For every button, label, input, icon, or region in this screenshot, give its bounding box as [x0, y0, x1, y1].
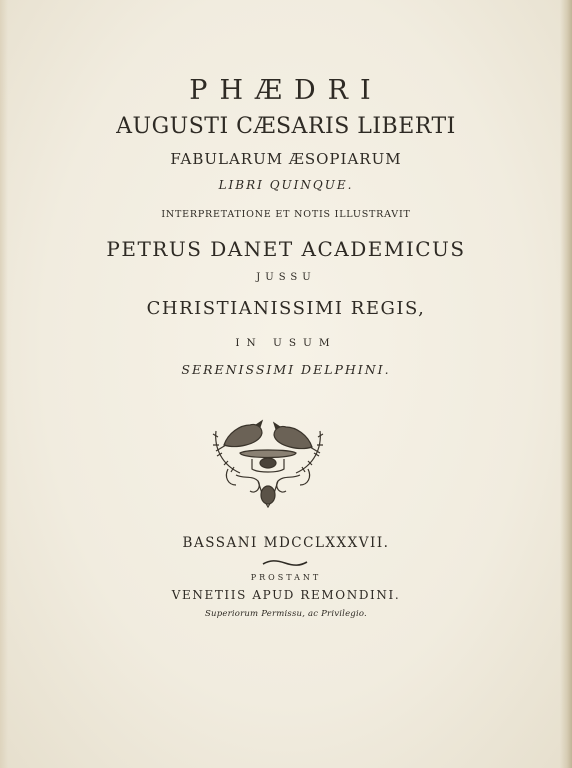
two-birds-vignette-icon: [206, 403, 330, 513]
interpretation-line: INTERPRETATIONE ET NOTIS ILLUSTRAVIT: [161, 209, 411, 220]
work-title: FABULARUM ÆSOPIARUM: [170, 150, 402, 168]
publisher-line: VENETIIS APUD REMONDINI.: [171, 588, 401, 602]
wave-rule-icon: [262, 558, 308, 568]
author-name: PHÆDRI: [189, 75, 383, 106]
jussu-line: JUSSU: [256, 272, 316, 283]
permission-line: Superiorum Permissu, ac Privilegio.: [205, 609, 367, 619]
author-title: AUGUSTI CÆSARIS LIBERTI: [116, 114, 456, 139]
prostant-line: PROSTANT: [250, 573, 322, 582]
editor-name: PETRUS DANET ACADEMICUS: [106, 237, 466, 261]
place-date-line: BASSANI MDCCLXXXVII.: [182, 535, 390, 551]
in-usum-line: IN USUM: [235, 337, 337, 349]
dedicatee-line: SERENISSIMI DELPHINI.: [181, 362, 391, 377]
patron-line: CHRISTIANISSIMI REGIS,: [146, 298, 426, 319]
books-line: LIBRI QUINQUE.: [218, 178, 354, 192]
